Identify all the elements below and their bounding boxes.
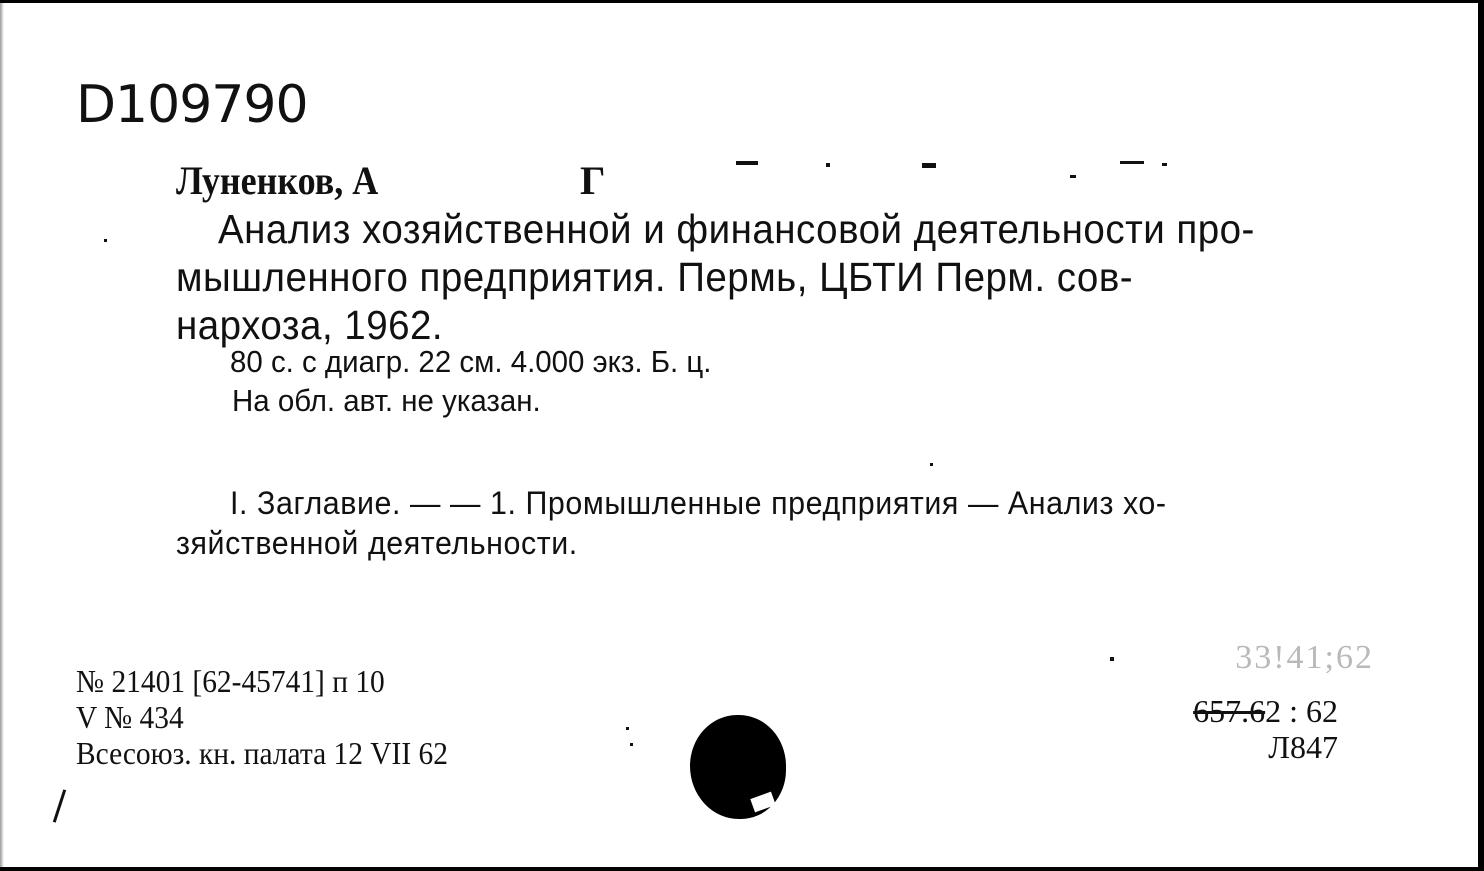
scan-speck bbox=[626, 727, 629, 730]
faint-stamp: 33!41;62 bbox=[1235, 639, 1374, 676]
classification-number bbox=[1193, 695, 1338, 727]
title-line-3: нархоза, 1962. bbox=[176, 302, 444, 348]
author-note: На обл. авт. не указан. bbox=[232, 383, 541, 418]
author-initial-2: Г bbox=[580, 158, 606, 203]
scan-speck bbox=[922, 163, 936, 168]
title-line-2: мышленного предприятия. Пермь, ЦБТИ Перм. сов- bbox=[176, 254, 1134, 300]
tracing-line-1: I. Заглавие. — — 1. Промышленные предприятия — Анализ хо- bbox=[230, 485, 1167, 521]
scan-speck bbox=[630, 743, 633, 746]
scan-speck bbox=[1162, 163, 1167, 166]
collation: 80 с. с диагр. 22 см. 4.000 экз. Б. ц. bbox=[230, 344, 712, 379]
scan-speck bbox=[1110, 657, 1114, 661]
classification-struck: 657.6 bbox=[1193, 693, 1266, 729]
classification-rest: 2 : 62 bbox=[1265, 693, 1338, 729]
hole-punch bbox=[690, 715, 786, 819]
author-name: Луненков, А bbox=[176, 158, 379, 203]
volume-number: V № 434 bbox=[76, 699, 184, 735]
scan-speck bbox=[736, 161, 758, 165]
shelf-mark: Л847 bbox=[1268, 729, 1338, 765]
scan-speck bbox=[1070, 175, 1076, 178]
scan-speck bbox=[826, 163, 830, 167]
record-number: № 21401 [62-45741] п 10 bbox=[76, 663, 385, 699]
scan-speck bbox=[104, 239, 107, 242]
scan-speck bbox=[930, 463, 933, 466]
scan-speck bbox=[1120, 161, 1144, 164]
book-chamber-date: Всесоюз. кн. палата 12 VII 62 bbox=[76, 735, 448, 771]
call-number: D109790 bbox=[76, 75, 308, 135]
pencil-mark bbox=[53, 789, 66, 822]
title-line-1: Анализ хозяйственной и финансовой деятельности про- bbox=[218, 206, 1255, 252]
tracing-line-2: зяйственной деятельности. bbox=[176, 525, 578, 561]
